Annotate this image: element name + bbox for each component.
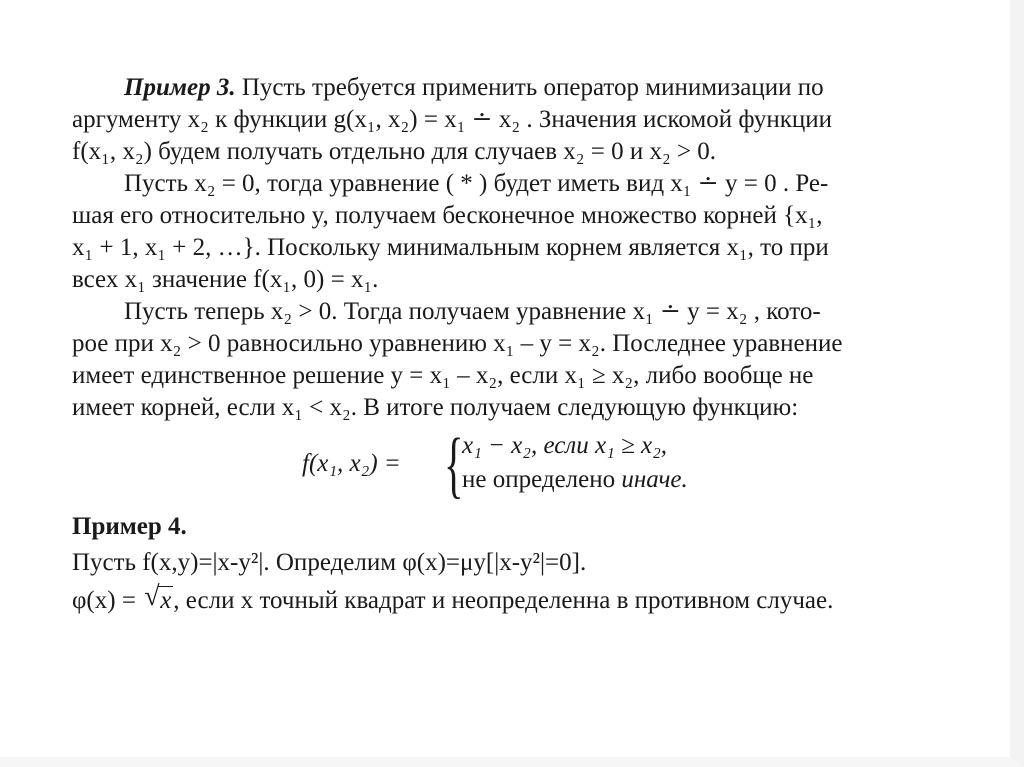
formula-case-2-text: не определено: [462, 466, 622, 493]
example3-p2-line-4: всех x₁ значение f(x₁, 0) = x₁.: [72, 266, 379, 293]
example4-block: [72, 510, 962, 620]
example3-p2-line-2: шая его относительно y, получаем бесконечное множество корней {x₁,: [72, 202, 823, 229]
example3-paragraph-3: [72, 296, 962, 424]
piecewise-formula: [72, 424, 962, 506]
example3-p3-line-3: имеет единственное решение y = x₁ – x₂, если x₁ ≥ x₂, либо вообще не: [72, 362, 814, 389]
example3-p3-line-2: рое при x₂ > 0 равносильно уравнению x₁ – y = x₂. Последнее уравнение: [72, 330, 843, 357]
example4-line-2-end: , если x точный квадрат и неопределенна в противном случае.: [173, 587, 834, 614]
example4-line-1: Пусть f(x,y)=|x-y²|. Определим φ(x)=μy[|x-y²|=0].: [72, 549, 587, 576]
example4-line-2-start: φ(x) =: [72, 587, 143, 614]
formula-case-1: x₁ − x₂, если x₁ ≥ x₂,: [462, 432, 668, 459]
sqrt-radicand: x: [160, 587, 172, 614]
example3-paragraph-2: [72, 168, 962, 296]
example3-title: Пример 3.: [124, 74, 236, 101]
example3-p1-line-3: f(x₁, x₂) будем получать отдельно для случаев x₂ = 0 и x₂ > 0.: [72, 138, 717, 165]
example3-p2-line-1: Пусть x₂ = 0, тогда уравнение ( * ) будет иметь вид x₁ ∸ y = 0 . Ре-: [124, 170, 829, 197]
example3-p3-line-1: Пусть теперь x₂ > 0. Тогда получаем уравнение x₁ ∸ y = x₂ , кото-: [124, 298, 821, 325]
sqrt-expression: [144, 582, 173, 620]
example4-line-2: [72, 582, 962, 620]
sqrt-radical-sign: √: [144, 581, 160, 612]
example3-p1-line-1: Пусть требуется применить оператор минимизации по: [235, 74, 824, 101]
example3-paragraph-1: [72, 72, 962, 168]
example3-p1-line-2: аргументу x₂ к функции g(x₁, x₂) = x₁ ∸ x₂ . Значения искомой функции: [72, 106, 833, 133]
example3-p2-line-3: x₁ + 1, x₁ + 2, …}. Поскольку минимальным корнем является x₁, то при: [72, 234, 829, 261]
example3-p3-line-4: имеет корней, если x₁ < x₂. В итоге получаем следующую функцию:: [72, 394, 799, 421]
formula-brace: {: [444, 424, 464, 506]
formula-case-2: [462, 464, 688, 496]
formula-lhs: f(x₁, x₂) =: [302, 450, 401, 477]
example4-title: Пример 4.: [72, 513, 187, 540]
document-page: [72, 72, 962, 620]
formula-case-2-italic: иначе.: [621, 466, 688, 493]
